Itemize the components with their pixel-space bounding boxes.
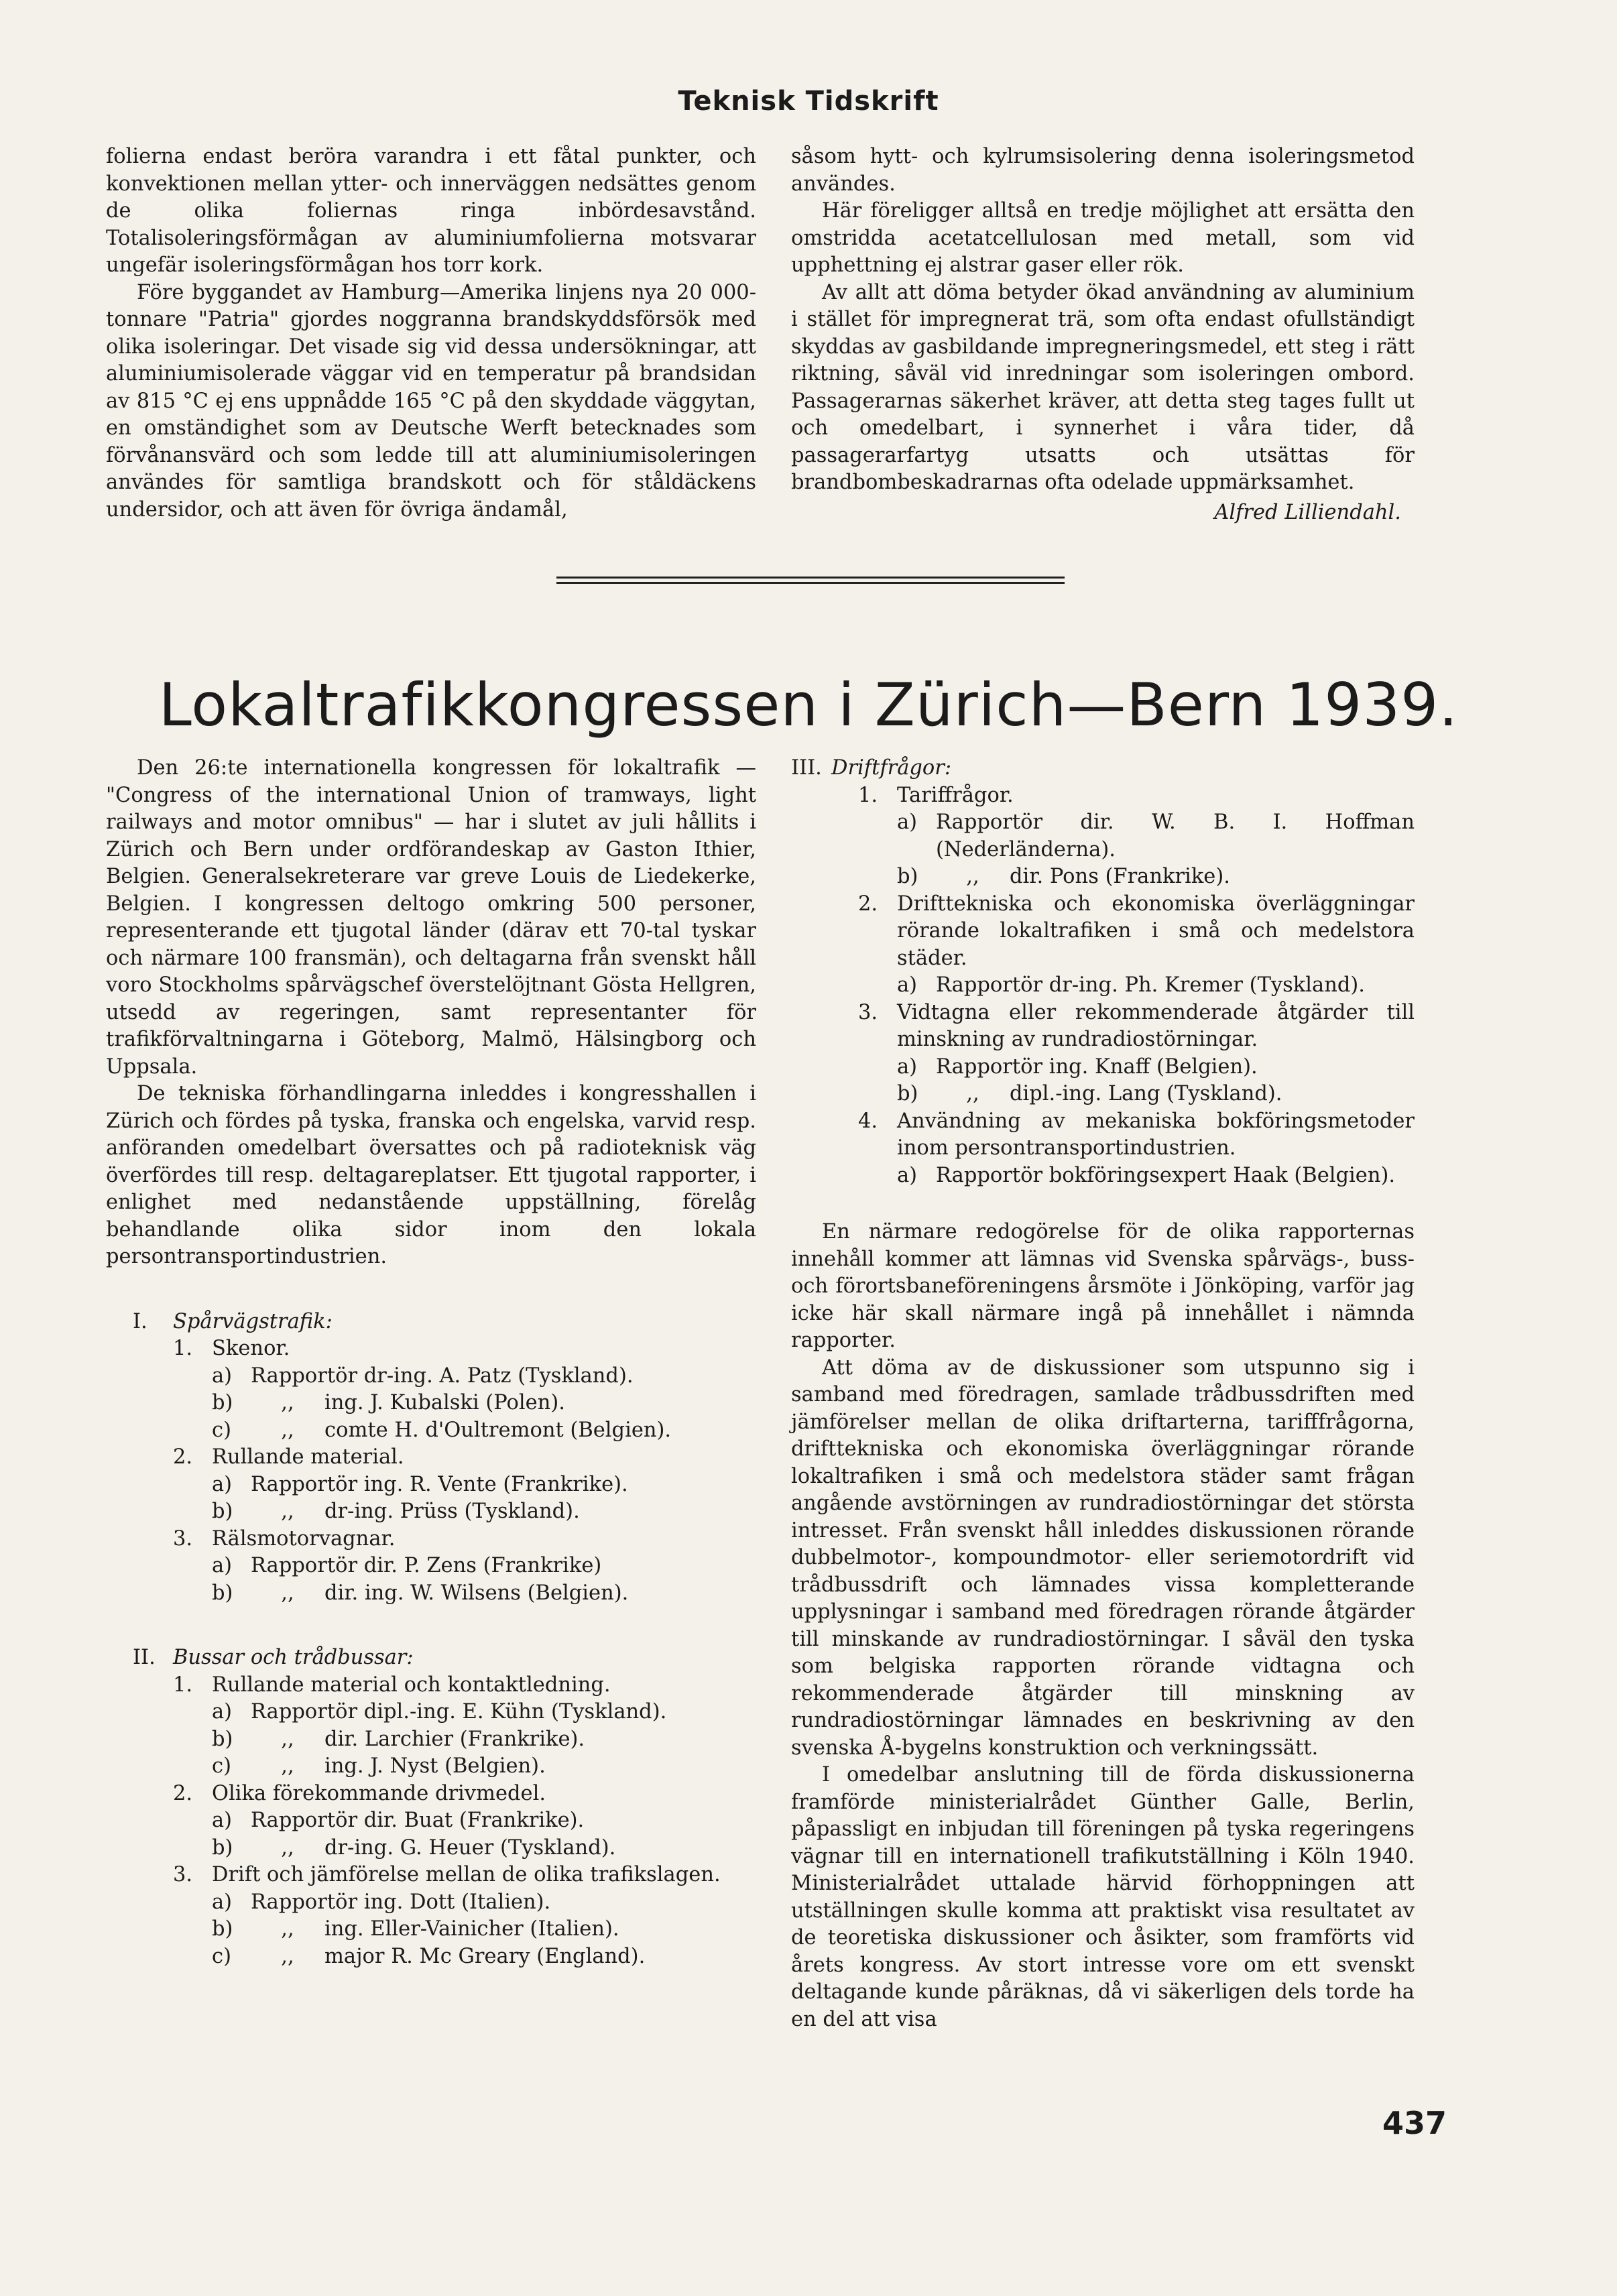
subitem-label: b) [212, 1391, 233, 1414]
report-outline [791, 755, 1415, 1189]
item-text: Drift och jämförelse mellan de olika trafikslagen. [212, 1863, 721, 1886]
report-outline [106, 1309, 756, 1971]
outline-subitem [791, 809, 1415, 863]
outline-subitem [106, 1835, 756, 1862]
outline-subitem [106, 1363, 756, 1390]
item-text: Tariffrågor. [897, 783, 1014, 807]
subitem-label: b) [897, 1082, 918, 1105]
item-number: 3. [173, 1863, 193, 1886]
ditto-mark: ,, [281, 1727, 294, 1751]
outline-item [106, 1444, 756, 1471]
outline-subitem [106, 1726, 756, 1754]
divider-rule [556, 582, 1065, 584]
subitem-text: dr-ing. G. Heuer (Tyskland). [324, 1835, 616, 1860]
paragraph: I omedelbar anslutning till de förda diskussionerna framförde ministerialrådet Günther Galle, Berlin, påpassligt en inbjudan till föreningen på tyska regeringens vägnar till en internationell trafikutställning i Köln 1940. Ministerialrådet uttalade härvid förhoppningen att utställningen skulle komma att praktiskt visa resultatet av de teoretiska diskussioner och åsikter, som framförts vid årets kongress. Av stort intresse vore om ett svenskt deltagande kunde påräknas, då vi säkerligen dels torde ha en del att visa [791, 1763, 1415, 2031]
paragraph: Av allt att döma betyder ökad användning av aluminium i stället för impregnerat trä, som ofta endast ofullständigt skyddas av gasbildande impregneringsmedel, ett steg i rätt riktning, såväl vid inredningar som isoleringen ombord. Passagerarnas säkerhet kräver, att detta steg tages fullt ut och omedelbart, i synnerhet i våra tider, då passagerarfartyg utsatts och utsättas för brandbombeskadrarnas ofta odelade uppmärksamhet. [791, 280, 1415, 494]
ditto-mark: ,, [281, 1917, 294, 1941]
subitem-label: c) [212, 1418, 231, 1442]
subitem-text: dr-ing. Prüss (Tyskland). [324, 1500, 580, 1523]
item-number: 1. [173, 1673, 193, 1697]
outline-subitem [106, 1807, 756, 1835]
outline-item [791, 1108, 1415, 1162]
subitem-text: dipl.-ing. Lang (Tyskland). [1010, 1082, 1282, 1105]
outline-subitem [106, 1417, 756, 1445]
outline-subitem [106, 1943, 756, 1971]
item-text: Rälsmotorvagnar. [212, 1526, 396, 1551]
outline-subitem [106, 1580, 756, 1608]
ditto-mark: ,, [966, 1082, 979, 1105]
ditto-mark: ,, [966, 865, 979, 888]
outline-section [791, 755, 1415, 1189]
paragraph: folierna endast beröra varandra i ett fåtal punkter, och konvektionen mellan ytter- och innerväggen nedsättes genom de olika foliernas ringa inbördesavstånd. Totalisoleringsförmågan av aluminiumfolierna motsvarar ungefär isoleringsförmågan hos torr kork. [106, 145, 756, 277]
paragraph: Den 26:te internationella kongressen för lokaltrafik — "Congress of the international Union of tramways, light railways and motor omnibus" — har i slutet av juli hållits i Zürich och Bern under ordförandeskap av Gaston Ithier, Belgien. Generalsekreterare var greve Louis de Liedekerke, Belgien. I kongressen deltogo omkring 500 personer, representerande ett tjugotal länder (därav ett 70-tal tyskar och närmare 100 fransmän), och deltagarna från svenskt håll voro Stockholms spårvägschef överstelöjtnant Gösta Hellgren, utsedd av regeringen, samt representanter för trafikförvaltningarna i Göteborg, Malmö, Hälsingborg och Uppsala. [106, 756, 756, 1079]
item-text: Rullande material och kontaktledning. [212, 1673, 611, 1697]
subitem-text: ing. Eller-Vainicher (Italien). [324, 1917, 619, 1941]
subitem-label: b) [212, 1500, 233, 1523]
outline-subitem [106, 1390, 756, 1417]
outline-subitem [791, 1081, 1415, 1108]
item-number: 2. [173, 1781, 193, 1805]
subitem-text: ing. J. Nyst (Belgien). [324, 1754, 546, 1778]
subitem-text: Rapportör ing. Knaff (Belgien). [936, 1054, 1258, 1079]
outline-item [791, 891, 1415, 973]
subitem-label: a) [897, 1163, 918, 1187]
subitem-text: Rapportör dir. W. B. I. Hoffman (Nederländerna). [936, 810, 1415, 861]
section-heading [791, 755, 1415, 782]
subitem-text: Rapportör dir. P. Zens (Frankrike) [251, 1554, 602, 1577]
item-text: Rullande material. [212, 1445, 404, 1469]
item-number: 1. [858, 783, 878, 807]
ditto-mark: ,, [281, 1944, 294, 1968]
subitem-text: Rapportör dr-ing. Ph. Kremer (Tyskland). [936, 973, 1365, 997]
section-number: I. [133, 1309, 147, 1333]
ditto-mark: ,, [281, 1500, 294, 1523]
journal-header: Teknisk Tidskrift [678, 86, 939, 117]
outline-item [106, 1780, 756, 1808]
outline-subitem [106, 1753, 756, 1780]
outline-subitem [791, 972, 1415, 1000]
item-text: Skenor. [212, 1337, 290, 1360]
item-number: 3. [858, 1000, 878, 1024]
subitem-label: a) [212, 1554, 233, 1577]
item-number: 2. [858, 892, 878, 916]
subitem-label: b) [212, 1835, 233, 1860]
subitem-text: dir. ing. W. Wilsens (Belgien). [324, 1581, 629, 1605]
outline-item [106, 1335, 756, 1363]
subitem-label: a) [897, 1054, 918, 1079]
ditto-mark: ,, [281, 1754, 294, 1778]
subitem-label: a) [212, 1700, 233, 1724]
page-number: 437 [1382, 2105, 1447, 2141]
section-number: II. [133, 1646, 156, 1669]
top-left-column [106, 143, 756, 524]
article-right-column [791, 755, 1415, 2033]
subitem-text: Rapportör bokföringsexpert Haak (Belgien). [936, 1163, 1396, 1187]
subitem-label: c) [212, 1754, 231, 1778]
subitem-label: a) [897, 810, 918, 834]
author-signature: Alfred Lilliendahl. [1214, 500, 1401, 524]
item-number: 2. [173, 1445, 193, 1469]
paragraph: Att döma av de diskussioner som utspunno sig i samband med föredragen, samlade trådbussdriften med jämförelser mellan de olika driftarterna, tarifffrågorna, drifttekniska och ekonomiska överläggningar rörande lokaltrafiken i små och medelstora städer samt frågan angående avstörningen av rundradiostörningar det största intresset. Från svenskt håll inleddes diskussionen rörande dubbelmotor-, kompoundmotor- eller seriemotordrift vid trådbussdrift och lämnades vissa kompletterande upplysningar i samband med föredragen rörande åtgärder till minskande av rundradiostörningar. I såväl den tyska som belgiska rapporten rörande vidtagna och rekommenderade åtgärder till minskning av rundradiostörningar lämnades en beskrivning av den svenska Å-bygelns konstruktion och verkningssätt. [791, 1355, 1415, 1760]
outline-subitem [106, 1498, 756, 1526]
outline-subitem [791, 863, 1415, 891]
subitem-text: Rapportör ing. Dott (Italien). [251, 1890, 551, 1914]
outline-section [106, 1644, 756, 1970]
subitem-text: Rapportör ing. R. Vente (Frankrike). [251, 1472, 628, 1496]
outline-subitem [106, 1699, 756, 1726]
subitem-label: b) [212, 1727, 233, 1751]
ditto-mark: ,, [281, 1391, 294, 1414]
subitem-label: a) [212, 1364, 233, 1388]
subitem-text: dir. Pons (Frankrike). [1010, 865, 1230, 888]
subitem-label: c) [212, 1944, 231, 1968]
section-heading [106, 1309, 756, 1336]
paragraph: Före byggandet av Hamburg—Amerika linjens nya 20 000-tonnare "Patria" gjordes noggranna brandskyddsförsök med olika isoleringar. Det visade sig vid dessa undersökningar, att aluminiumisolerade väggar vid en temperatur på brandsidan av 815 °C ej ens uppnådde 165 °C på den skyddade väggytan, en omständighet som av Deutsche Werft betecknades som förvånansvärd och som ledde till att aluminiumisoleringen användes för samtliga brandskott och för ståldäckens undersidor, och att även för övriga ändamål, [106, 280, 756, 522]
ditto-mark: ,, [281, 1581, 294, 1605]
paragraph: Här föreligger alltså en tredje möjlighet att ersätta den omstridda acetatcellulosan med metall, som vid upphettning ej alstrar gaser eller rök. [791, 199, 1415, 277]
section-title: Bussar och trådbussar: [173, 1646, 414, 1669]
outline-item [791, 1000, 1415, 1054]
outline-item [106, 1862, 756, 1889]
subitem-text: comte H. d'Oultremont (Belgien). [324, 1418, 672, 1442]
outline-subitem [106, 1916, 756, 1943]
outline-subitem [106, 1553, 756, 1580]
outline-subitem [106, 1889, 756, 1917]
item-text: Användning av mekaniska bokföringsmetoder inom persontransportindustrien. [897, 1109, 1415, 1160]
subitem-label: b) [212, 1581, 233, 1605]
outline-section [106, 1309, 756, 1608]
subitem-text: Rapportör dr-ing. A. Patz (Tyskland). [251, 1364, 634, 1388]
outline-subitem [106, 1471, 756, 1499]
subitem-label: a) [212, 1472, 233, 1496]
subitem-text: Rapportör dir. Buat (Frankrike). [251, 1809, 585, 1832]
subitem-label: a) [212, 1890, 233, 1914]
top-right-column [791, 143, 1415, 526]
article-title: Lokaltrafikkongressen i Zürich—Bern 1939. [158, 670, 1459, 739]
item-text: Drifttekniska och ekonomiska överläggningar rörande lokaltrafiken i små och medelstora städer. [897, 892, 1415, 970]
paragraph: såsom hytt- och kylrumsisolering denna isoleringsmetod användes. [791, 145, 1415, 196]
paragraph: De tekniska förhandlingarna inleddes i kongresshallen i Zürich och fördes på tyska, franska och engelska, varvid resp. anföranden omedelbart översattes och på radioteknisk väg överfördes till resp. deltagareplatser. Ett tjugotal rapporter, i enlighet med nedanstående uppställning, förelåg behandlande olika sidor inom den lokala persontransportindustrien. [106, 1082, 756, 1268]
outline-item [106, 1526, 756, 1553]
ditto-mark: ,, [281, 1418, 294, 1442]
paragraph: En närmare redogörelse för de olika rapporternas innehåll kommer att lämnas vid Svenska spårvägs-, buss- och förortsbaneföreningens årsmöte i Jönköping, varför jag icke här skall närmare ingå på innehållet i nämnda rapporter. [791, 1220, 1415, 1352]
outline-subitem [791, 1054, 1415, 1081]
subitem-label: a) [897, 973, 918, 997]
item-text: Olika förekommande drivmedel. [212, 1781, 546, 1805]
item-text: Vidtagna eller rekommenderade åtgärder till minskning av rundradiostörningar. [897, 1000, 1415, 1051]
outline-subitem [791, 1162, 1415, 1190]
article-left-column [106, 755, 756, 1970]
section-heading [106, 1644, 756, 1672]
divider-rule [556, 577, 1065, 579]
subitem-label: b) [897, 865, 918, 888]
item-number: 3. [173, 1526, 193, 1551]
item-number: 4. [858, 1109, 878, 1133]
ditto-mark: ,, [281, 1835, 294, 1860]
section-title: Spårvägstrafik: [173, 1309, 333, 1333]
subitem-text: Rapportör dipl.-ing. E. Kühn (Tyskland). [251, 1700, 667, 1724]
subitem-label: b) [212, 1917, 233, 1941]
outline-item [791, 782, 1415, 810]
item-number: 1. [173, 1337, 193, 1360]
subitem-text: major R. Mc Greary (England). [324, 1944, 646, 1968]
subitem-label: a) [212, 1809, 233, 1832]
section-number: III. [791, 756, 822, 780]
subitem-text: dir. Larchier (Frankrike). [324, 1727, 585, 1751]
subitem-text: ing. J. Kubalski (Polen). [324, 1391, 565, 1414]
section-title: Driftfrågor: [831, 756, 952, 780]
outline-item [106, 1672, 756, 1699]
